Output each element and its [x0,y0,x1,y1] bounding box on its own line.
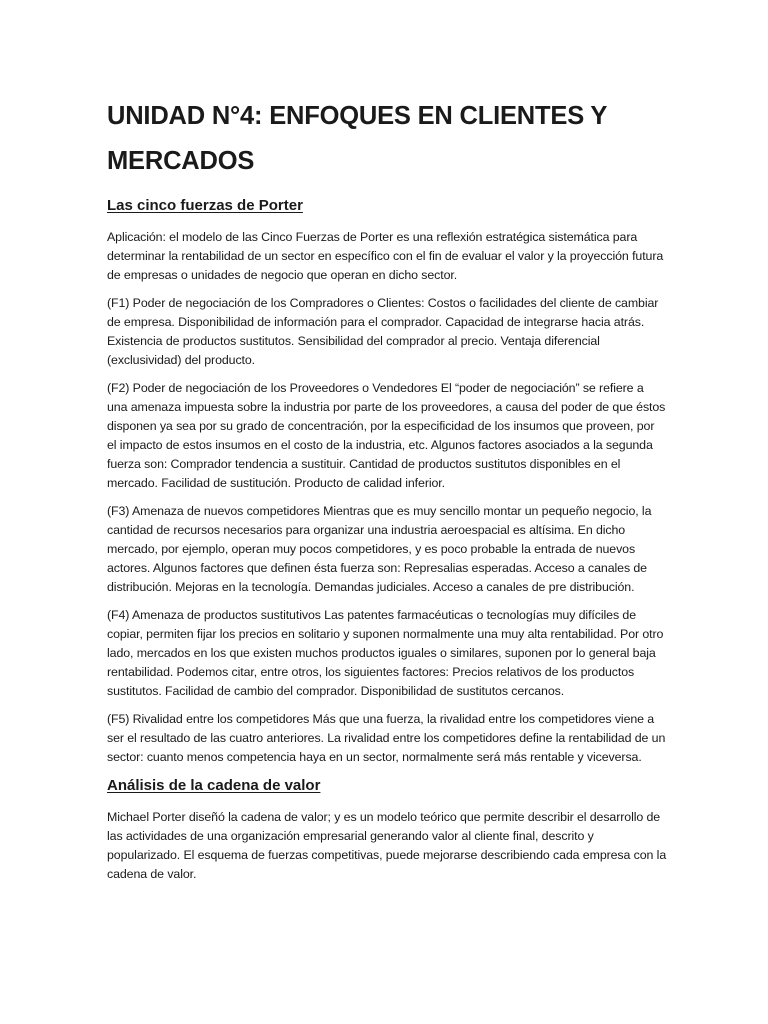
document-page [107,94,667,893]
document-title: UNIDAD N°4: ENFOQUES EN CLIENTES Y MERCADOS [107,102,607,175]
section-heading-value-chain: Análisis de la cadena de valor [107,777,321,794]
paragraph-f1: (F1) Poder de negociación de los Compradores o Clientes: Costos o facilidades del cliente de cambiar de empresa. Disponibilidad de información para el comprador. Capacidad de integrarse hacia atrás. Existencia de productos sustitutos. Sensibilidad del comprador al precio. Ventaja diferencial (exclusividad) del producto. [107,296,659,367]
paragraph-aplicacion: Aplicación: el modelo de las Cinco Fuerzas de Porter es una reflexión estratégica sistemática para determinar la rentabilidad de un sector en específico con el fin de evaluar el valor y la proyección futura de empresas o unidades de negocio que operan en dicho sector. [107,230,664,282]
paragraph-f2: (F2) Poder de negociación de los Proveedores o Vendedores El “poder de negociación” se refiere a una amenaza impuesta sobre la industria por parte de los proveedores, a causa del poder de que éstos disponen ya sea por su grado de concentración, por la especificidad de los insumos que proveen, por el impacto de estos insumos en el costo de la industria, etc. Algunos factores asociados a la segunda fuerza son: Comprador tendencia a sustituir. Cantidad de productos sustitutos disponibles en el mercado. Facilidad de sustitución. Producto de calidad inferior. [107,381,666,490]
section-heading-porter-forces: Las cinco fuerzas de Porter [107,197,303,214]
paragraph-f4: (F4) Amenaza de productos sustitutivos Las patentes farmacéuticas o tecnologías muy difíciles de copiar, permiten fijar los precios en solitario y suponen normalmente una muy alta rentabilidad. Por otro lado, mercados en los que existen muchos productos iguales o similares, suponen por lo general baja rentabilidad. Podemos citar, entre otros, los siguientes factores: Precios relativos de los productos sustitutos. Facilidad de cambio del comprador. Disponibilidad de sustitutos cercanos. [107,608,664,698]
paragraph-f5: (F5) Rivalidad entre los competidores Más que una fuerza, la rivalidad entre los competidores viene a ser el resultado de las cuatro anteriores. La rivalidad entre los competidores define la rentabilidad de un sector: cuanto menos competencia haya en un sector, normalmente será más rentable y viceversa. [107,712,666,764]
paragraph-value-chain: Michael Porter diseñó la cadena de valor; y es un modelo teórico que permite describir el desarrollo de las actividades de una organización empresarial generando valor al cliente final, descrito y popularizado. El esquema de fuerzas competitivas, puede mejorarse describiendo cada empresa con la cadena de valor. [107,810,667,881]
paragraph-f3: (F3) Amenaza de nuevos competidores Mientras que es muy sencillo montar un pequeño negocio, la cantidad de recursos necesarios para organizar una industria aeroespacial es altísima. En dicho mercado, por ejemplo, operan muy pocos competidores, y es poco probable la entrada de nuevos actores. Algunos factores que definen ésta fuerza son: Represalias esperadas. Acceso a canales de distribución. Mejoras en la tecnología. Demandas judiciales. Acceso a canales de pre distribución. [107,504,652,594]
